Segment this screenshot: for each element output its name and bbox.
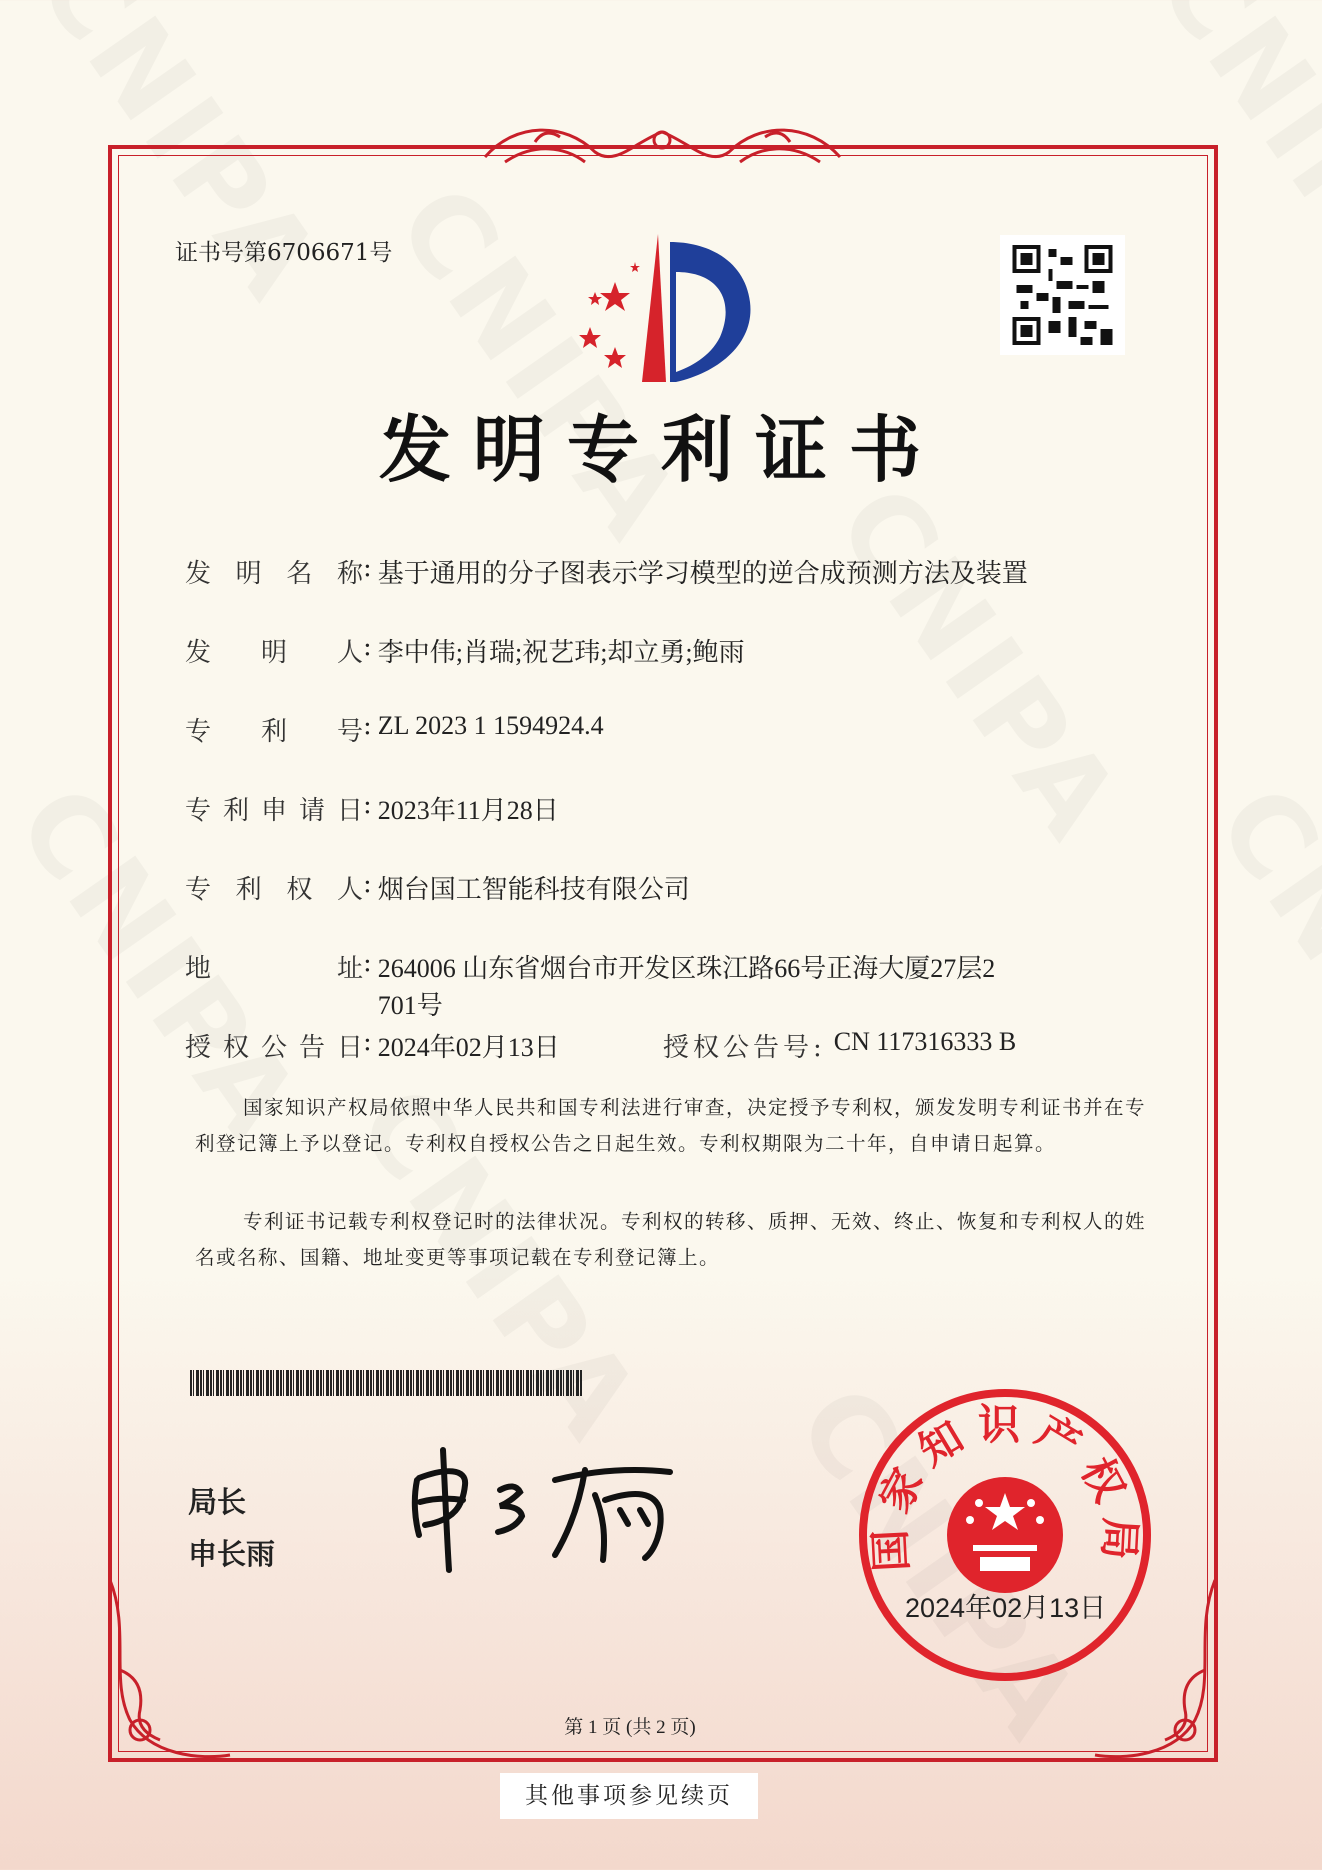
grant-number-value: CN 117316333 B [833,1027,1017,1056]
label-char: 称 [336,559,363,589]
label-char: 专 [185,796,212,826]
field-value [378,632,745,669]
label-char: 公 [260,1033,287,1063]
label-char: 发 [185,559,212,589]
field-value [378,711,604,748]
colon: : [363,790,372,820]
signatory-name: 申长雨 [188,1537,276,1571]
grant-number-label: 授权公告号: [663,1033,826,1063]
certificate-number: 证书号第6706671号 [175,240,393,266]
field-row [185,553,1028,590]
field-value-text: ZL 2023 1 1594924.4 [377,711,604,740]
label-char: 地 [185,954,212,984]
legal-paragraph-2: 专利证书记载专利权登记时的法律状况。专利权的转移、质押、无效、终止、恢复和专利权人的姓名或名称、国籍、地址变更等事项记载在专利登记簿上。 [195,1210,1147,1269]
qr-code-icon [1000,235,1125,355]
label-char: 告 [298,1033,325,1063]
field-value-text: 李中伟;肖瑞;祝艺玮;却立勇;鲍雨 [377,638,745,667]
label-char: 权 [222,1033,249,1063]
field-value-text-line2: 701号 [377,991,443,1020]
field-value [378,948,996,1022]
label-char: 日 [336,796,363,826]
top-ornament-icon [475,112,850,180]
field-row [185,632,745,669]
label-char: 利 [222,796,249,826]
field-label [185,553,363,590]
colon: : [363,1027,372,1057]
grant-date-value: 2024年02月13日 [377,1033,560,1062]
field-row [185,711,604,748]
label-char: 专 [185,717,212,747]
label-char: 专 [185,875,212,905]
label-char: 利 [235,875,262,905]
colon: : [363,711,372,741]
field-label [185,869,363,906]
label-char: 发 [185,638,212,668]
label-char: 申 [260,796,287,826]
continued-note: 其他事项参见续页 [500,1773,758,1819]
label-char: 明 [260,638,287,668]
grant-date-field [185,1027,560,1064]
label-char: 权 [286,875,313,905]
label-char: 授 [185,1033,212,1063]
label-char: 址 [336,954,363,984]
field-label [185,790,363,827]
certificate-title: 发明专利证书 [378,407,943,492]
seal-text: 国家知识产权局 [864,1399,1146,1573]
field-value [378,869,690,906]
colon: : [363,869,372,899]
grant-number-field [663,1027,1016,1064]
field-value-text: 264006 山东省烟台市开发区珠江路66号正海大厦27层2 [377,954,996,983]
label-char: 日 [336,1033,363,1063]
label-char: 人 [336,875,363,905]
label-char: 利 [260,717,287,747]
label-char: 名 [286,559,313,589]
page-indicator: 第 1 页 (共 2 页) [564,1717,696,1738]
field-label [185,632,363,669]
field-label [185,711,363,748]
field-value-text: 基于通用的分子图表示学习模型的逆合成预测方法及装置 [377,559,1028,588]
field-value [378,790,559,827]
legal-paragraph-1: 国家知识产权局依照中华人民共和国专利法进行审查，决定授予专利权，颁发发明专利证书并在专利登记簿上予以登记。专利权自授权公告之日起生效。专利权期限为二十年，自申请日起算。 [195,1096,1147,1155]
field-value-text: 烟台国工智能科技有限公司 [377,875,690,904]
barcode [190,1370,582,1396]
label-char: 人 [336,638,363,668]
label-char: 请 [298,796,325,826]
cnipa-logo-icon [570,232,760,387]
seal-date: 2024年02月13日 [905,1593,1107,1623]
corner-ornament-right-icon [1085,1570,1225,1770]
field-row [185,790,559,827]
field-row [185,869,690,906]
field-row [185,948,995,1022]
colon: : [363,948,372,978]
colon: : [363,553,372,583]
label-char: 明 [235,559,262,589]
colon: : [363,632,372,662]
signature-icon [405,1440,685,1575]
field-value-text: 2023年11月28日 [377,796,559,825]
signatory-title: 局长 [188,1485,247,1519]
field-label [185,1027,363,1064]
label-char: 号 [336,717,363,747]
corner-ornament-left-icon [100,1570,240,1770]
field-value [378,553,1028,590]
field-label [185,948,363,1022]
